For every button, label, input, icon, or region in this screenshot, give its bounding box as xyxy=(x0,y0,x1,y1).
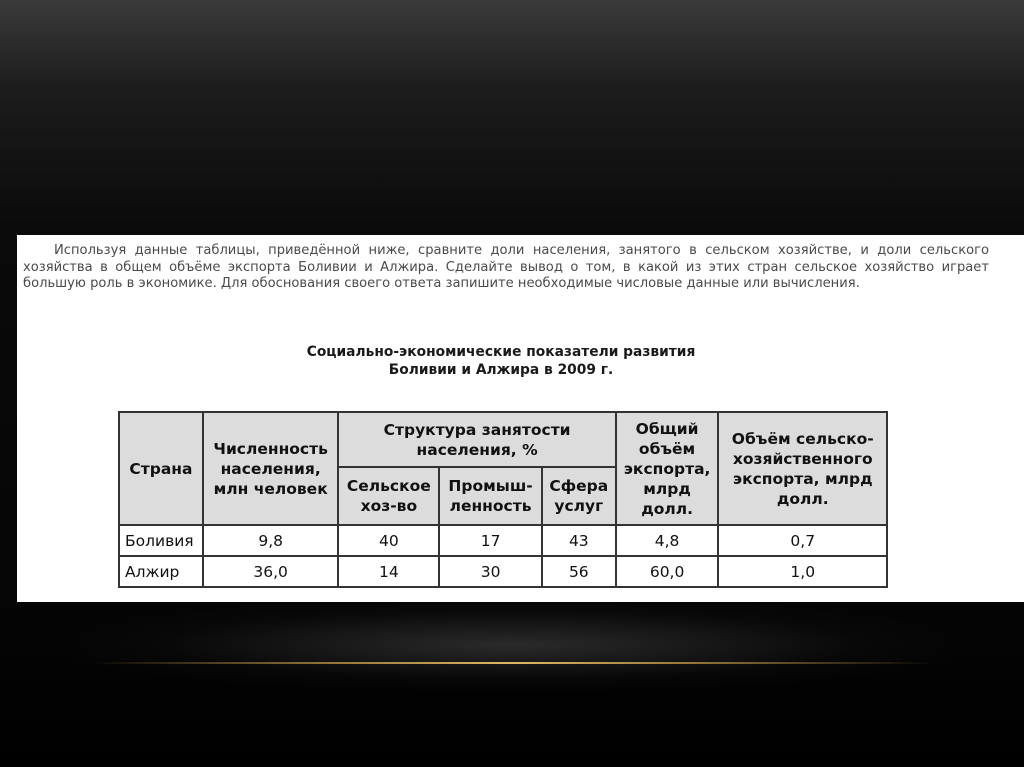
cell-industry: 30 xyxy=(439,556,542,587)
table-title-line-1: Социально-экономические показатели развития xyxy=(306,344,696,360)
document-image xyxy=(17,235,1024,602)
cell-total-export: 60,0 xyxy=(616,556,719,587)
table-title-line-2: Боливии и Алжира в 2009 г. xyxy=(388,362,614,378)
header-industry: Промыш-ленность xyxy=(439,467,542,525)
header-services: Сфера услуг xyxy=(542,467,616,525)
header-employment: Структура занятости населения, % xyxy=(338,412,615,467)
gold-divider-line xyxy=(90,662,934,664)
table-row xyxy=(119,525,887,556)
cell-country: Боливия xyxy=(119,525,203,556)
cell-agriculture: 14 xyxy=(338,556,439,587)
cell-population: 36,0 xyxy=(203,556,339,587)
cell-services: 56 xyxy=(542,556,616,587)
cell-population: 9,8 xyxy=(203,525,339,556)
header-total-export: Общий объём экспорта, млрд долл. xyxy=(616,412,719,525)
header-agriculture: Сельское хоз-во xyxy=(338,467,439,525)
indicators-table xyxy=(118,411,888,588)
cell-total-export: 4,8 xyxy=(616,525,719,556)
header-population: Численность населения, млн человек xyxy=(203,412,339,525)
table-title xyxy=(17,343,985,379)
task-text: Используя данные таблицы, приведённой ниже, сравните доли населения, занятого в сельском хозяйстве, и доли сельского хозяйства в общем объёме экспорта Боливии и Алжира. Сделайте вывод о том, в какой из этих стран сельское хозяйство играет большую роль в экономике. Для обоснования своего ответа запишите необходимые числовые данные или вычисления. xyxy=(23,243,989,292)
cell-industry: 17 xyxy=(439,525,542,556)
cell-agriculture: 40 xyxy=(338,525,439,556)
cell-country: Алжир xyxy=(119,556,203,587)
slide-bottom-glow xyxy=(60,600,964,690)
header-country: Страна xyxy=(119,412,203,525)
cell-agri-export: 1,0 xyxy=(718,556,887,587)
table-row xyxy=(119,556,887,587)
header-agri-export: Объём сельско-хозяйственного экспорта, млрд долл. xyxy=(718,412,887,525)
cell-agri-export: 0,7 xyxy=(718,525,887,556)
cell-services: 43 xyxy=(542,525,616,556)
